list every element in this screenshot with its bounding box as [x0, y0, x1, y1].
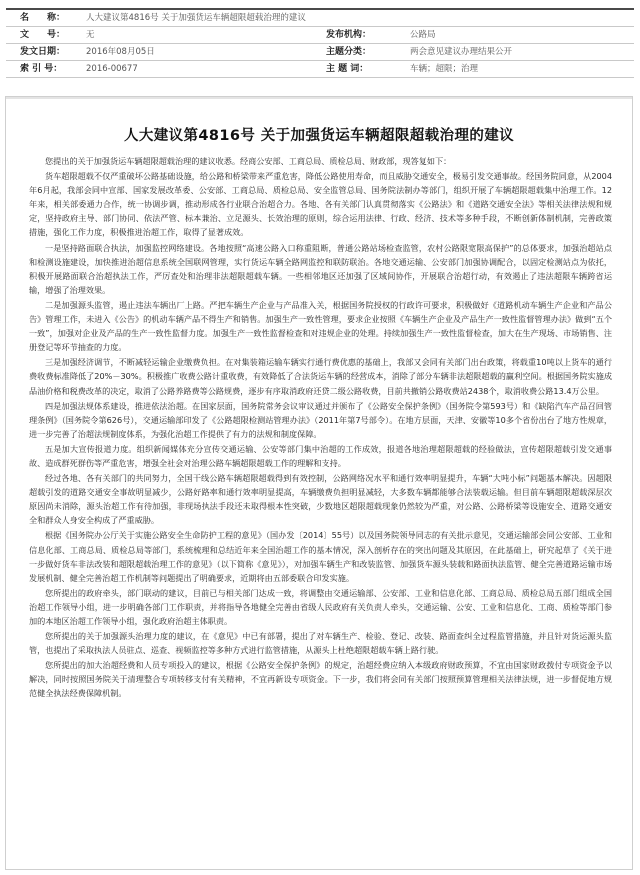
meta-value-issue-date: 2016年08月05日: [86, 47, 155, 57]
meta-cell-name: [6, 10, 634, 26]
meta-label-category: 主题分类：: [326, 47, 372, 57]
paragraph-point-3: 三是加强经济调节，不断减轻运输企业缴费负担。在对集装箱运输车辆实行通行费优惠的基础上，我部又会同有关部门出台政策，将载重10吨以上货车的通行费收费标准降低了20%－30%。积极推广收费公路计重收费，有效降低了合法货运车辆的经营成本，消除了部分车辆非法超限超载的赢利空间。根据国务院实施成品油价格和税费改革的决定，取消了公路养路费等公路规费，逐步有序取消政府还贷二级公路收费，目前共撤销公路收费站2438个，取消收费公路13.4万公里。: [29, 357, 612, 396]
meta-label-keywords: 主 题 词：: [326, 64, 369, 74]
article-container: [5, 96, 633, 870]
paragraph-guidance: 根据《国务院办公厅关于实施公路安全生命防护工程的意见》（国办发〔2014〕55号）以及国务院领导同志的有关批示意见，交通运输部会同公安部、工业和信息化部、工商总局、质检总局等部门，系统梳理和总结近年来全国治超工作的基本情况，深入剖析存在的突出问题及其原因，在此基础上，研究起草了《关于进一步做好货车非法改装和超限超载治理工作的意见》（以下简称《意见》），对加强车辆生产和改装监管、加强货车源头装载和路面执法监管、健全完善道路运输市场发展机制、健全完善治超工作机制等问题提出了明确要求，近期将由五部委联合印发实施。: [29, 530, 612, 583]
meta-row-date: [6, 44, 634, 61]
meta-row-index: [6, 61, 634, 78]
paragraph-results: 经过各地、各有关部门的共同努力，全国干线公路车辆超限超载得到有效控制，公路网络况水平和通行效率明显提升，车辆“大吨小标”问题基本解决。因超限超载引发的道路交通安全事故明显减少，公路好路率和通行效率明显提高，车辆缴费负担明显减轻，大多数车辆都能够合法装载运输。但目前车辆超限超载深层次原因尚未消除，源头治超工作有待加强，非现场执法手段还未取得根本性突破，少数地区超限超载现象仍然较为严重，对公路、公路桥梁等设施安全、道路交通安全和群众人身安全构成了严重威胁。: [29, 473, 612, 526]
article-title: 人大建议第4816号 关于加强货运车辆超限超载治理的建议: [123, 128, 515, 144]
meta-cell-category: [320, 44, 634, 60]
meta-label-publisher: 发布机构：: [326, 30, 372, 40]
meta-value-index-number: 2016-00677: [86, 64, 138, 74]
paragraph-reply-3: 您所提出的加大治超经费和人员专项投入的建议，根据《公路安全保护条例》的规定，治超经费应纳入本级政府财政预算，不宜由国家财政拨付专项资金予以解决，同时按照国务院关于清理整合专项转移支付有关精神，不宜再新设专项资金。下一步，我们将会同有关部门按照预算管理相关法律法规，进一步督促地方规范健全执法经费保障机制。: [29, 660, 612, 699]
paragraph-intro: 您提出的关于加强货运车辆超限超载治理的建议收悉。经商公安部、工商总局、质检总局、财政部，现答复如下：: [45, 156, 452, 166]
meta-row-number: [6, 27, 634, 44]
meta-cell-keywords: [320, 61, 634, 77]
meta-cell-index-number: [6, 61, 320, 77]
paragraph-point-1: 一是坚持路面联合执法，加强监控网络建设。各地按照“高速公路入口称重阻断，普通公路站场检查监管，农村公路限宽限高保护”的总体要求，加强治超站点和检测设施建设，加快推进治超信息系统全国联网管理，实行货运车辆全路网监控和联防联治。各地交通运输、公安部门加强协调配合，以固定检测站点为依托，积极开展路面联合治超执法工作，严厉查处和治理非法超限超载车辆。一些相邻地区还加强了区域间协作，开展联合治超行动，有效遏止了违法超限车辆跨省运输，增强了治理效果。: [29, 242, 612, 295]
document-metadata-table: [6, 8, 634, 78]
meta-value-name: 人大建议第4816号 关于加强货运车辆超限超载治理的建议: [86, 13, 306, 23]
meta-value-category: 两会意见建议办理结果公开: [410, 47, 513, 57]
paragraph-point-2: 二是加强源头监管，遏止违法车辆出厂上路。严把车辆生产企业与产品准入关，根据国务院授权的行政许可要求，积极做好《道路机动车辆生产企业和产品公告》管理工作，未进入《公告》的机动车辆产品不得生产和销售。加强生产一致性管理，要求企业按照《车辆生产企业及产品生产一致性监督管理办法》做到“五个一致”，加强对企业及产品的生产一致性监督力度。加强生产一致性监督检查和对违规企业的处理。持续加强生产一致性监督检查，加大在生产现场、市场销售、注册登记等环节抽查的力度。: [29, 299, 612, 353]
paragraph-reply-1: 您所提出的政府牵头，部门联动的建议，目前已与相关部门达成一致，将调整由交通运输部、公安部、工业和信息化部、工商总局、质检总局五部门组成全国治超工作领导小组，进一步明确各部门工作职责，并将指导各地健全完善由省级人民政府有关负责人牵头，交通运输、公安、工业和信息化、工商、质检等部门参加的本地区治超工作领导小组，强化政府治超主体职责。: [29, 587, 612, 626]
meta-label-name: 名 称：: [20, 13, 66, 23]
meta-row-name: [6, 10, 634, 27]
paragraph-point-4: 四是加强法规体系建设，推进依法治超。在国家层面，国务院常务会议审议通过并颁布了《公路安全保护条例》（国务院令第593号）和《缺陷汽车产品召回管理条例》（国务院令第626号），交通运输部印发了《公路超限检测站管理办法》（2011年第7号部令）。在地方层面，天津、安徽等10多个省份出台了地方性规章，进一步完善了治超法规制度体系，为强化治超工作提供了有力的法规和制度保障。: [29, 400, 612, 439]
meta-value-doc-number: 无: [86, 30, 95, 40]
meta-label-issue-date: 发文日期：: [20, 47, 66, 57]
article-body: [29, 154, 612, 702]
paragraph-point-5: 五是加大宣传报道力度。组织新闻媒体充分宣传交通运输、公安等部门集中治超的工作成效，报道各地治理超限超载的经验做法，宣传超限超载引发交通事故、造成群死群伤等严重危害，增强全社会对治理公路车辆超限超载工作的理解和支持。: [29, 443, 612, 468]
meta-label-index-number: 索 引 号：: [20, 64, 63, 74]
meta-cell-doc-number: [6, 27, 320, 43]
meta-cell-publisher: [320, 27, 634, 43]
meta-value-keywords: 车辆；超限；治理: [410, 64, 479, 74]
paragraph-reply-2: 您所提出的关于加强源头治理力度的建议，在《意见》中已有部署，提出了对车辆生产、检验、登记、改装、路面查纠全过程监管措施，并且针对货运源头监管，也提出了采取执法人员驻点、巡查、视频监控等多种方式进行监管措施，从源头上杜绝超限超载车辆上路行驶。: [29, 631, 612, 656]
meta-cell-issue-date: [6, 44, 320, 60]
paragraph-background: 货车超限超载不仅严重破坏公路基础设施，给公路和桥梁带来严重危害，降低公路使用寿命，而且威胁交通安全，极易引发交通事故。经国务院同意，从2004年6月起，我部会同中宣部、国家发展改革委、公安部、工商总局、质检总局、安全监管总局、国务院法制办等部门，组织开展了车辆超限超载集中治理工作。12年来，相关部委通力合作，统一协调步调，推动形成各行业联合治超合力。各地、各有关部门认真贯彻落实《公路法》和《道路交通安全法》等相关法律法规和规定，坚持政府主导、部门协同、依法严管、标本兼治、立足源头、长效治理的原则，综合运用法律、行政、经济、技术等多种手段，不断创新体制机制，完善政策措施，强化工作力度，积极推进治超工作，取得了显著成效。: [29, 171, 612, 238]
meta-label-doc-number: 文 号：: [20, 30, 66, 40]
article-top-border: [6, 97, 632, 99]
meta-value-publisher: 公路局: [410, 30, 436, 40]
